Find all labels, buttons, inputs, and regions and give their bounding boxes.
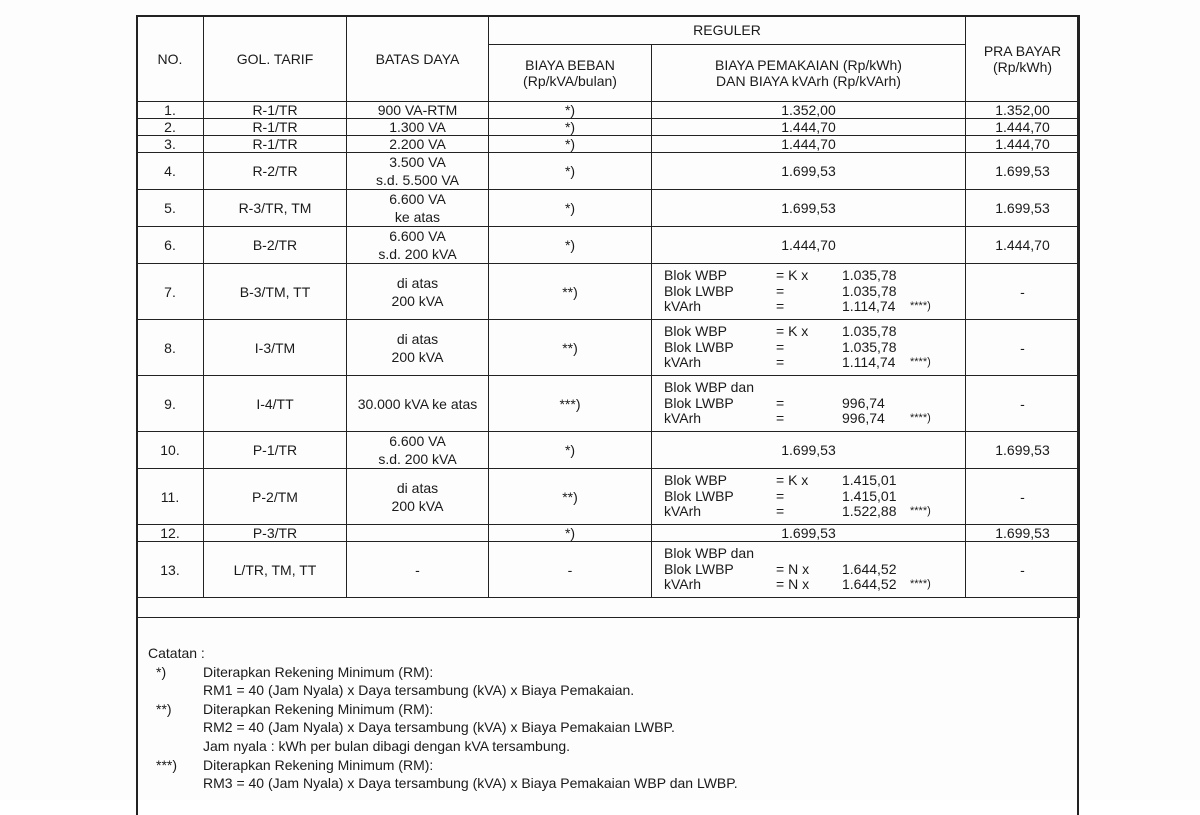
blok-label: Blok LWBP	[664, 560, 734, 577]
table-row	[137, 525, 1080, 542]
blok-value: 996,74	[842, 394, 885, 411]
batas-daya-line: 3.500 VA	[389, 154, 446, 170]
blok-note: ****)	[910, 412, 931, 425]
cell-batas-daya	[347, 136, 489, 153]
note-line	[148, 718, 1068, 737]
batas-daya-line: 200 kVA	[391, 497, 444, 514]
blok-label: kVArh	[664, 503, 702, 520]
cell-biaya-beban: *)	[489, 190, 652, 227]
batas-daya-line: di atas	[396, 274, 439, 291]
cell-no: 3.	[137, 136, 204, 153]
cell-gol-tarif: R-3/TR, TM	[204, 190, 347, 227]
cell-batas-daya	[347, 190, 489, 227]
blok-line	[664, 396, 965, 412]
cell-no: 8.	[137, 320, 204, 376]
note-text: Jam nyala : kWh per bulan dibagi dengan kVA tersambung.	[203, 737, 571, 754]
note-line	[148, 756, 1068, 775]
blok-label: Blok WBP	[664, 472, 728, 489]
note-mark: **)	[156, 700, 172, 717]
cell-batas-daya	[347, 264, 489, 320]
cell-biaya-pemakaian: 1.699,53	[652, 153, 966, 190]
blok-label: Blok LWBP	[664, 394, 734, 411]
cell-pra-bayar: 1.444,70	[966, 119, 1080, 136]
cell-pra-bayar: 1.699,53	[966, 190, 1080, 227]
cell-no: 9.	[137, 376, 204, 432]
batas-daya-line: 1.300 VA	[389, 119, 446, 135]
batas-daya-line: 200 kVA	[391, 348, 444, 365]
blok-value: 1.035,78	[842, 267, 897, 284]
cell-biaya-pemakaian: 1.444,70	[652, 136, 966, 153]
cell-biaya-pemakaian	[652, 320, 966, 376]
table-row	[137, 432, 1080, 469]
cell-no: 11.	[137, 469, 204, 525]
header-pra-bayar-line1: PRA BAYAR	[983, 42, 1062, 59]
table-row	[137, 542, 1080, 598]
blok-line	[664, 299, 965, 315]
blok-note: ****)	[910, 300, 931, 313]
table-row	[137, 227, 1080, 264]
notes-title	[148, 644, 1068, 663]
cell-batas-daya	[347, 320, 489, 376]
header-no: NO.	[137, 16, 204, 102]
header-biaya-beban	[489, 45, 652, 102]
blok-line	[664, 489, 965, 505]
cell-biaya-pemakaian: 1.444,70	[652, 227, 966, 264]
cell-batas-daya	[347, 432, 489, 469]
batas-daya-line: di atas	[396, 330, 439, 347]
header-pra-bayar	[966, 16, 1080, 102]
blok-operator: = K x	[776, 472, 809, 489]
cell-biaya-beban: *)	[489, 119, 652, 136]
blok-label: Blok WBP dan	[664, 379, 755, 396]
cell-gol-tarif: R-1/TR	[204, 136, 347, 153]
blok-operator: =	[776, 338, 785, 355]
table-row	[137, 136, 1080, 153]
table-row	[137, 190, 1080, 227]
blok-value: 1.035,78	[842, 338, 897, 355]
cell-batas-daya	[347, 119, 489, 136]
cell-pra-bayar: -	[966, 376, 1080, 432]
cell-biaya-beban: **)	[489, 320, 652, 376]
notes-section	[148, 644, 1068, 793]
note-mark: ***)	[156, 756, 178, 773]
blok-value: 1.415,01	[842, 487, 897, 504]
header-biaya-pemakaian-line1: BIAYA PEMAKAIAN (Rp/kWh)	[715, 57, 902, 73]
blok-operator: = K x	[776, 323, 809, 340]
table-row	[137, 153, 1080, 190]
blok-line	[664, 324, 965, 340]
blok-label: Blok LWBP	[664, 282, 734, 299]
blok-line	[664, 411, 965, 427]
cell-pra-bayar: -	[966, 469, 1080, 525]
header-biaya-beban-line2: (Rp/kVA/bulan)	[523, 73, 617, 89]
batas-daya-line: s.d. 5.500 VA	[375, 172, 459, 188]
blok-label: Blok LWBP	[664, 487, 734, 504]
cell-gol-tarif: B-3/TM, TT	[204, 264, 347, 320]
blok-operator: =	[776, 394, 785, 411]
blok-value: 996,74	[842, 410, 885, 427]
cell-biaya-pemakaian: 1.352,00	[652, 102, 966, 119]
header-batas-daya: BATAS DAYA	[347, 16, 489, 102]
batas-daya-line: ke atas	[394, 209, 441, 225]
cell-biaya-beban: *)	[489, 102, 652, 119]
blok-value: 1.114,74	[842, 298, 896, 315]
table-spacer-row	[137, 598, 1080, 618]
blok-operator: =	[776, 487, 785, 504]
cell-pra-bayar: 1.444,70	[966, 136, 1080, 153]
cell-biaya-pemakaian	[652, 376, 966, 432]
cell-biaya-beban: *)	[489, 432, 652, 469]
blok-line	[664, 380, 965, 396]
blok-line	[664, 473, 965, 489]
cell-biaya-pemakaian: 1.699,53	[652, 525, 966, 542]
cell-biaya-pemakaian	[652, 264, 966, 320]
note-text: RM1 = 40 (Jam Nyala) x Daya tersambung (kVA) x Biaya Pemakaian.	[203, 682, 635, 699]
note-text: Diterapkan Rekening Minimum (RM):	[203, 700, 434, 717]
cell-batas-daya	[347, 525, 489, 542]
blok-value: 1.522,88	[842, 503, 897, 520]
blok-value: 1.035,78	[842, 323, 897, 340]
blok-line	[664, 577, 965, 593]
blok-operator: =	[776, 298, 785, 315]
cell-no: 5.	[137, 190, 204, 227]
table-row	[137, 102, 1080, 119]
blok-label: kVArh	[664, 410, 702, 427]
blok-line	[664, 546, 965, 562]
cell-batas-daya	[347, 102, 489, 119]
blok-value: 1.644,52	[842, 576, 897, 593]
note-line	[148, 774, 1068, 793]
batas-daya-line: 6.600 VA	[389, 191, 446, 207]
blok-value: 1.114,74	[842, 354, 896, 371]
blok-operator: = K x	[776, 267, 809, 284]
batas-daya-line: 6.600 VA	[389, 433, 446, 449]
tariff-table-body	[137, 102, 1080, 598]
tariff-table	[136, 15, 1080, 618]
batas-daya-line: 900 VA-RTM	[377, 102, 458, 118]
cell-gol-tarif: L/TR, TM, TT	[204, 542, 347, 598]
cell-pra-bayar: -	[966, 264, 1080, 320]
cell-no: 2.	[137, 119, 204, 136]
header-pra-bayar-line2: (Rp/kWh)	[992, 58, 1053, 75]
blok-operator: =	[776, 354, 785, 371]
cell-biaya-beban: *)	[489, 136, 652, 153]
blok-operator: = N x	[776, 560, 810, 577]
batas-daya-line: 2.200 VA	[389, 136, 446, 152]
cell-pra-bayar: 1.444,70	[966, 227, 1080, 264]
batas-daya-line: di atas	[396, 479, 439, 496]
cell-gol-tarif: R-2/TR	[204, 153, 347, 190]
cell-pra-bayar: -	[966, 320, 1080, 376]
cell-batas-daya	[347, 469, 489, 525]
blok-line	[664, 355, 965, 371]
blok-label: Blok WBP	[664, 323, 728, 340]
cell-no: 12.	[137, 525, 204, 542]
cell-no: 4.	[137, 153, 204, 190]
cell-no: 6.	[137, 227, 204, 264]
cell-biaya-beban: *)	[489, 525, 652, 542]
batas-daya-line: s.d. 200 kVA	[378, 246, 457, 262]
cell-biaya-beban: *)	[489, 227, 652, 264]
cell-pra-bayar: 1.699,53	[966, 525, 1080, 542]
blok-label: kVArh	[664, 298, 702, 315]
cell-batas-daya	[347, 542, 489, 598]
blok-line	[664, 340, 965, 356]
table-row	[137, 119, 1080, 136]
batas-daya-line: -	[415, 561, 420, 578]
cell-gol-tarif: P-1/TR	[204, 432, 347, 469]
cell-gol-tarif: I-4/TT	[204, 376, 347, 432]
cell-biaya-pemakaian	[652, 542, 966, 598]
cell-batas-daya	[347, 376, 489, 432]
blok-note: ****)	[910, 505, 931, 518]
note-line	[148, 681, 1068, 700]
cell-pra-bayar: 1.352,00	[966, 102, 1080, 119]
cell-no: 10.	[137, 432, 204, 469]
blok-label: kVArh	[664, 354, 702, 371]
cell-gol-tarif: B-2/TR	[204, 227, 347, 264]
notes-lines	[148, 663, 1068, 793]
cell-biaya-pemakaian	[652, 469, 966, 525]
blok-label: Blok WBP	[664, 267, 728, 284]
cell-pra-bayar: -	[966, 542, 1080, 598]
blok-note: ****)	[910, 356, 931, 369]
blok-note: ****)	[910, 578, 931, 591]
cell-no: 7.	[137, 264, 204, 320]
cell-biaya-pemakaian: 1.699,53	[652, 190, 966, 227]
cell-biaya-pemakaian: 1.444,70	[652, 119, 966, 136]
header-biaya-beban-line1: BIAYA BEBAN	[525, 57, 615, 73]
batas-daya-line: 200 kVA	[391, 292, 444, 309]
cell-pra-bayar: 1.699,53	[966, 153, 1080, 190]
batas-daya-line: 30.000 kVA ke atas	[357, 395, 478, 412]
cell-biaya-beban: **)	[489, 264, 652, 320]
cell-biaya-beban: -	[489, 542, 652, 598]
blok-label: kVArh	[664, 576, 702, 593]
blok-operator: =	[776, 282, 785, 299]
blok-operator: = N x	[776, 576, 810, 593]
header-biaya-pemakaian-line2: DAN BIAYA kVArh (Rp/kVArh)	[716, 73, 901, 89]
cell-biaya-beban: ***)	[489, 376, 652, 432]
cell-no: 13.	[137, 542, 204, 598]
blok-operator: =	[776, 410, 785, 427]
table-spacer-cell	[137, 598, 1080, 618]
blok-operator: =	[776, 503, 785, 520]
note-text: RM3 = 40 (Jam Nyala) x Daya tersambung (kVA) x Biaya Pemakaian WBP dan LWBP.	[203, 775, 738, 792]
cell-batas-daya	[347, 227, 489, 264]
blok-line	[664, 562, 965, 578]
notes-title-text: Catatan :	[148, 645, 205, 661]
note-line	[148, 663, 1068, 682]
cell-biaya-beban: **)	[489, 469, 652, 525]
blok-line	[664, 284, 965, 300]
cell-gol-tarif: P-3/TR	[204, 525, 347, 542]
blok-label: Blok WBP dan	[664, 545, 755, 562]
note-line	[148, 700, 1068, 719]
cell-batas-daya	[347, 153, 489, 190]
header-gol-tarif: GOL. TARIF	[204, 16, 347, 102]
blok-label: Blok LWBP	[664, 338, 734, 355]
blok-value: 1.644,52	[842, 560, 897, 577]
note-mark: *)	[156, 663, 167, 680]
note-text: Diterapkan Rekening Minimum (RM):	[203, 756, 434, 773]
table-row	[137, 264, 1080, 320]
cell-biaya-beban: *)	[489, 153, 652, 190]
table-row	[137, 376, 1080, 432]
cell-biaya-pemakaian: 1.699,53	[652, 432, 966, 469]
table-row	[137, 320, 1080, 376]
cell-pra-bayar: 1.699,53	[966, 432, 1080, 469]
blok-line	[664, 504, 965, 520]
cell-gol-tarif: I-3/TM	[204, 320, 347, 376]
header-reguler: REGULER	[489, 16, 966, 45]
header-biaya-pemakaian	[652, 45, 966, 102]
blok-value: 1.415,01	[842, 472, 897, 489]
cell-gol-tarif: P-2/TM	[204, 469, 347, 525]
cell-gol-tarif: R-1/TR	[204, 119, 347, 136]
cell-gol-tarif: R-1/TR	[204, 102, 347, 119]
table-row	[137, 469, 1080, 525]
note-line	[148, 737, 1068, 756]
batas-daya-line: s.d. 200 kVA	[378, 451, 457, 467]
note-text: Diterapkan Rekening Minimum (RM):	[203, 663, 434, 680]
batas-daya-line: 6.600 VA	[389, 228, 446, 244]
cell-no: 1.	[137, 102, 204, 119]
blok-value: 1.035,78	[842, 282, 897, 299]
note-text: RM2 = 40 (Jam Nyala) x Daya tersambung (kVA) x Biaya Pemakaian LWBP.	[203, 719, 675, 736]
blok-line	[664, 268, 965, 284]
